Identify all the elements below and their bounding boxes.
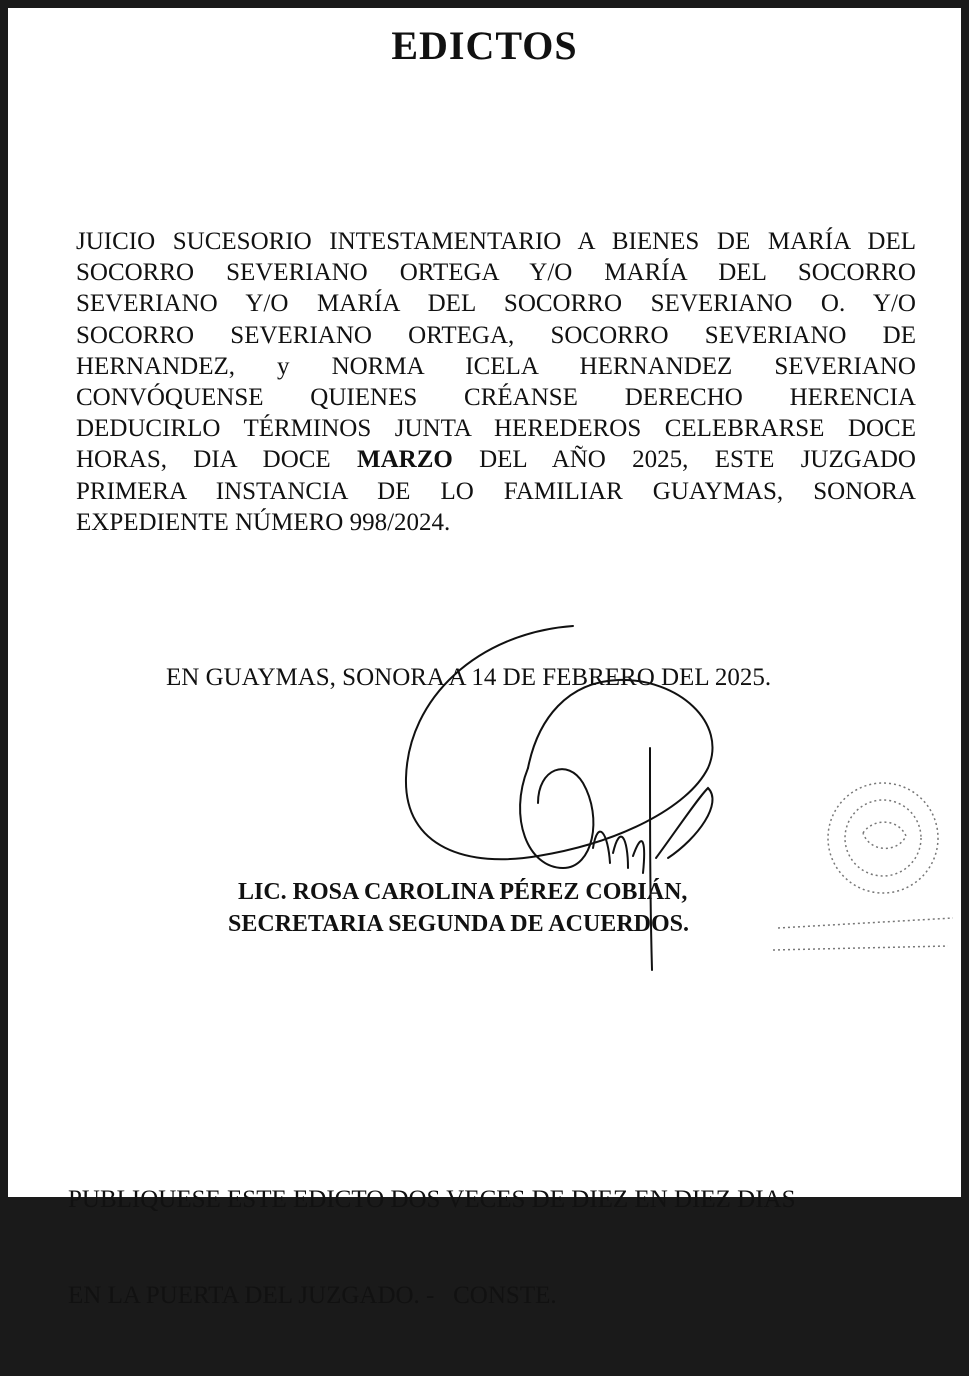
footer-line: EN LA PUERTA DEL JUZGADO. - CONSTE. [68,1282,557,1309]
body-line: CONVÓQUENSE QUIENES CRÉANSE DERECHO HERENCIA [76,384,916,412]
body-line: SOCORRO SEVERIANO ORTEGA Y/O MARÍA DEL SOCORRO [76,259,916,287]
body-line: JUICIO SUCESORIO INTESTAMENTARIO A BIENES DE MARÍA DEL [76,228,916,255]
date-text-before: HORAS, DIA DOCE [76,446,357,474]
place-date: EN GUAYMAS, SONORA A 14 DE FEBRERO DEL 2025. [166,664,772,691]
signatory-name: LIC. ROSA CAROLINA PÉREZ COBIÁN, [238,879,688,905]
edict-body [76,226,916,538]
official-seal [758,778,958,978]
edict-page [8,8,961,1309]
body-line: SOCORRO SEVERIANO ORTEGA, SOCORRO SEVERIANO DE [76,321,916,349]
body-line-date [76,444,916,475]
date-text-after: DEL AÑO 2025, ESTE JUZGADO [452,446,916,474]
body-line: SEVERIANO Y/O MARÍA DEL SOCORRO SEVERIANO O. Y/O [76,290,916,318]
footer-line: PUBLIQUESE ESTE EDICTO DOS VECES DE DIEZ EN DIEZ DIAS [68,1186,796,1213]
month-bold: MARZO [356,446,453,474]
publication-note [68,1120,796,1376]
body-line: HERNANDEZ, y NORMA ICELA HERNANDEZ SEVERIANO [76,352,916,380]
body-line: DEDUCIRLO TÉRMINOS JUNTA HEREDEROS CELEBRARSE DOCE [76,415,916,443]
signature-block [228,876,689,940]
body-line: EXPEDIENTE NÚMERO 998/2024. [76,508,451,536]
document-title: EDICTOS [391,23,578,68]
signatory-title: SECRETARIA SEGUNDA DE ACUERDOS. [228,911,689,937]
body-line: PRIMERA INSTANCIA DE LO FAMILIAR GUAYMAS, SONORA [76,477,916,505]
